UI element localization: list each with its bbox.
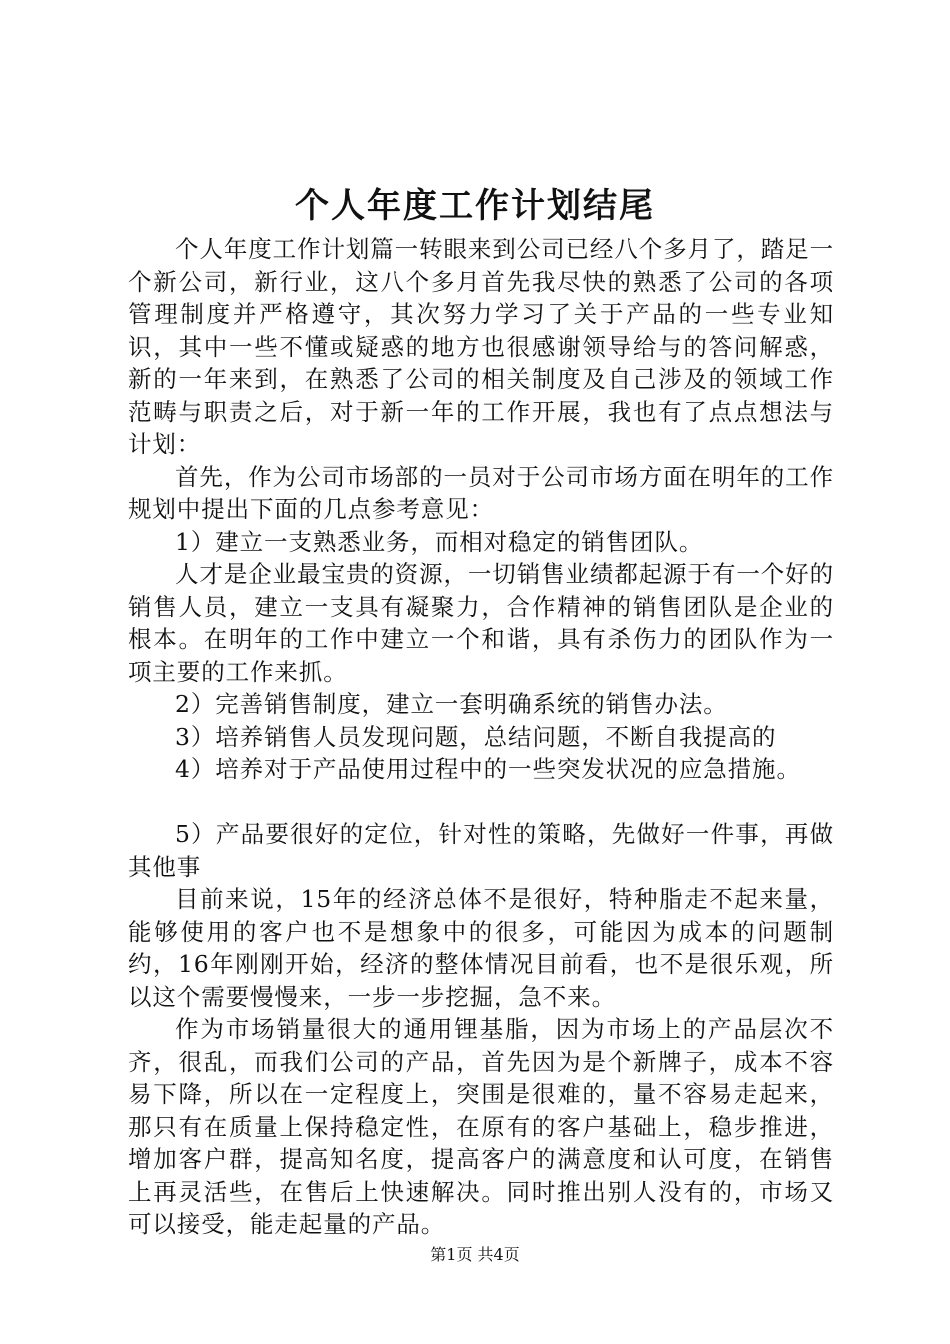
list-item-3: 3）培养销售人员发现问题，总结问题，不断自我提高的 xyxy=(175,722,777,751)
paragraph-economy: 目前来说，15年的经济总体不是很好，特种脂走不起来量，能够使用的客户也不是想象中的很多，可能因为成本的问题制约，16年刚刚开始，经济的整体情况目前看，也不是很乐观，所以这个需要慢慢来，一步一步挖掘，急不来。 xyxy=(128,885,834,1011)
paragraph-talent: 人才是企业最宝贵的资源，一切销售业绩都起源于有一个好的销售人员，建立一支具有凝聚力，合作精神的销售团队是企业的根本。在明年的工作中建立一个和谐，具有杀伤力的团队作为一项主要的工作来抓。 xyxy=(128,560,834,686)
list-item-2: 2）完善销售制度，建立一套明确系统的销售办法。 xyxy=(175,690,728,718)
paragraph-intro: 个人年度工作计划篇一转眼来到公司已经八个多月了，踏足一个新公司，新行业，这八个多月首先我尽快的熟悉了公司的各项管理制度并严格遵守，其次努力学习了关于产品的一些专业知识，其中一些不懂或疑惑的地方也很感谢领导给与的答问解惑，新的一年来到，在熟悉了公司的相关制度及自己涉及的领域工作范畴与职责之后，对于新一年的工作开展，我也有了点点想法与计划： xyxy=(128,235,834,458)
list-item-1: 1）建立一支熟悉业务，而相对稳定的销售团队。 xyxy=(175,527,704,556)
paragraph-first-point: 首先，作为公司市场部的一员对于公司市场方面在明年的工作规划中提出下面的几点参考意见： xyxy=(128,462,834,523)
document-body xyxy=(128,233,834,1241)
document-title: 个人年度工作计划结尾 xyxy=(295,186,655,226)
blank-line xyxy=(128,786,834,819)
list-item-4: 4）培养对于产品使用过程中的一些突发状况的应急措施。 xyxy=(175,755,801,783)
paragraph-market: 作为市场销量很大的通用锂基脂，因为市场上的产品层次不齐，很乱，而我们公司的产品，首先因为是个新牌子，成本不容易下降，所以在一定程度上，突围是很难的，量不容易走起来，那只有在质量上保持稳定性，在原有的客户基础上，稳步推进，增加客户群，提高知名度，提高客户的满意度和认可度，在销售上再灵活些，在售后上快速解决。同时推出别人没有的，市场又可以接受，能走起量的产品。 xyxy=(128,1015,834,1238)
list-item-5: 5）产品要很好的定位，针对性的策略，先做好一件事，再做其他事 xyxy=(128,820,834,881)
page-footer: 第1页 共4页 xyxy=(430,1245,520,1264)
